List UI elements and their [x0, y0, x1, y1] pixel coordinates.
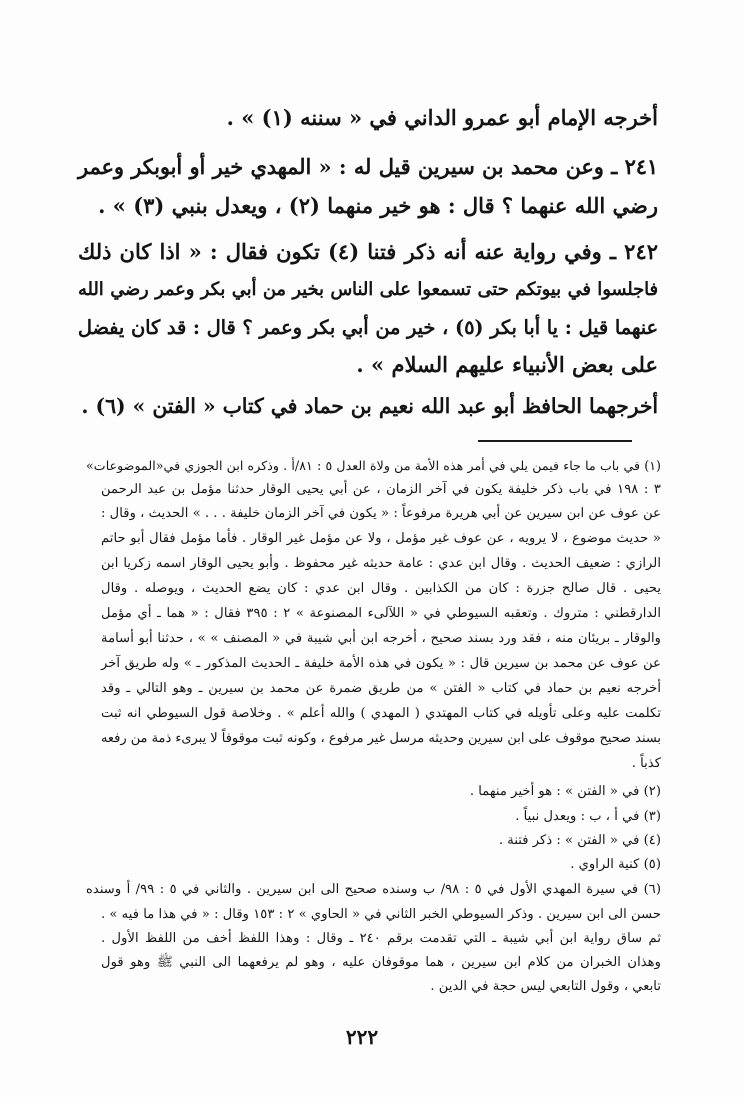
- main-line-7: على بعض الأنبياء عليهم السلام » .: [356, 352, 658, 377]
- footnote-line-22: تابعي ، وقول التابعي ليس حجة في الدين .: [430, 979, 661, 994]
- main-line-6: عنهما قيل : يا أبا بكر (٥) ، خير من أبي بكر وعمر ؟ قال : قد كان يفضل: [77, 316, 658, 339]
- footnote-separator: [478, 440, 632, 442]
- footnote-line-20: ثم ساق رواية ابن أبي شيبة ـ التي تقدمت برقم ٢٤٠ ـ وقال : وهذا اللفظ أخف من اللفظ الأول .: [101, 931, 661, 946]
- page-number: ٢٢٢: [345, 1025, 379, 1049]
- footnote-line-11: تكلمت عليه وعلى تأويله في كتاب المهتدي ( المهدي ) والله أعلم » . وخلاصة قول السيوطي انه ثبت: [101, 706, 661, 721]
- footnote-line-12: بسند صحيح موقوف على ابن سيرين وحديثه مرسل غير مرفوع ، وكونه ثبت موقوفاً لا يبرىء ذمة من رفعه: [100, 731, 661, 746]
- footnote-line-5: الرازي : ضعيف الحديث . وقال ابن عدي : عامة حديثه غير محفوظ . وأبو يحيى الوقار اسمه زكريا ابن: [101, 556, 661, 571]
- footnote-line-1: (١) في باب ما جاء فيمن يلي في أمر هذه الأمة من ولاة العدل ٥ : ٨١/أ . وذكره ابن الجوزي في«الموضوعات»: [86, 458, 661, 473]
- main-line-5: فاجلسوا في بيوتكم حتى تسمعوا على الناس بخير من أبي بكر وعمر رضي الله: [78, 279, 658, 300]
- main-line-8: أخرجهما الحافظ أبو عبد الله نعيم بن حماد في كتاب « الفتن » (٦) .: [81, 394, 658, 418]
- footnote-line-15: (٣) في أ ، ب : ويعدل نبياً .: [515, 809, 661, 824]
- footnote-line-4: « حديث موضوع ، لا يرويه ، عن عوف غير مؤمل ، ولا عن مؤمل غير الوقار . فأما مؤمل فقال أبو حاتم: [101, 531, 661, 546]
- footnote-line-19: حسن الى ابن سيرين . وذكر السيوطي الخبر الثاني في « الحاوي » ٢ : ١٥٣ وقال : « في هذا ما فيه » .: [101, 907, 662, 922]
- footnote-line-6: يحيى . قال صالح جزرة : كان من الكذابين . وقال ابن عدي : كان يضع الحديث ، ويوصله . وقال: [101, 581, 661, 596]
- footnote-line-16: (٤) في « الفتن » : ذكر فتنة .: [498, 833, 661, 848]
- footnote-line-13: كذباً .: [631, 756, 661, 771]
- footnote-line-8: والوقار ـ بريئان منه ، فقد ورد بسند صحيح ، أخرجه ابن أبي شيبة في « المصنف » » ، حدثنا أبو أسامة: [101, 631, 661, 646]
- footnote-line-9: عن عوف عن محمد بن سيرين قال : « يكون في هذه الأمة خليفة ـ الحديث المذكور ـ » وله طريق آخر: [101, 656, 661, 671]
- footnote-line-14: (٢) في « الفتن » : هو أخير منهما .: [469, 784, 661, 799]
- footnote-line-18: (٦) في سيرة المهدي الأول في ٥ : ٩٨/ ب وسنده صحيح الى ابن سيرين . والثاني في ٥ : ٩٩/ أ وسنده: [86, 882, 662, 897]
- footnote-line-10: أخرجه نعيم بن حماد في كتاب « الفتن » من طريق ضمرة عن محمد بن سيرين ـ وهو التالي ـ وقد: [101, 681, 661, 696]
- footnote-line-17: (٥) كنية الراوي .: [570, 857, 661, 872]
- footnote-line-7: الدارقطني : متروك . وتعقبه السيوطي في « اللآلىء المصنوعة » ٢ : ٣٩٥ فقال : « هما ـ أي مؤمل: [101, 606, 661, 621]
- main-line-4: ٢٤٢ ـ وفي رواية عنه أنه ذكر فتنا (٤) تكون فقال : « اذا كان ذلك: [78, 239, 659, 264]
- main-line-2: ٢٤١ ـ وعن محمد بن سيرين قيل له : « المهدي خير أو أبوبكر وعمر: [78, 155, 658, 179]
- footnote-line-3: عن عوف عن ابن سيرين عن أبي هريرة مرفوعاً : « يكون في آخر الزمان خليفة . . . » الحديث ، وقال :: [101, 506, 661, 521]
- footnote-line-2: ٣ : ١٩٨ في باب ذكر خليفة يكون في آخر الزمان ، عن أبي يحيى الوقار حدثنا مؤمل بن عبد الرحمن: [101, 482, 661, 497]
- footnote-line-21: وهذان الخبران من كلام ابن سيرين ، هما موقوفان عليه ، وهو لم يرفعهما الى النبي ﷺ وهو قول: [101, 955, 661, 970]
- main-line-1: أخرجه الإمام أبو عمرو الداني في « سننه (١) » .: [226, 105, 658, 130]
- main-line-3: رضي الله عنهما ؟ قال : هو خير منهما (٢) ، ويعدل بنبي (٣) » .: [98, 193, 658, 218]
